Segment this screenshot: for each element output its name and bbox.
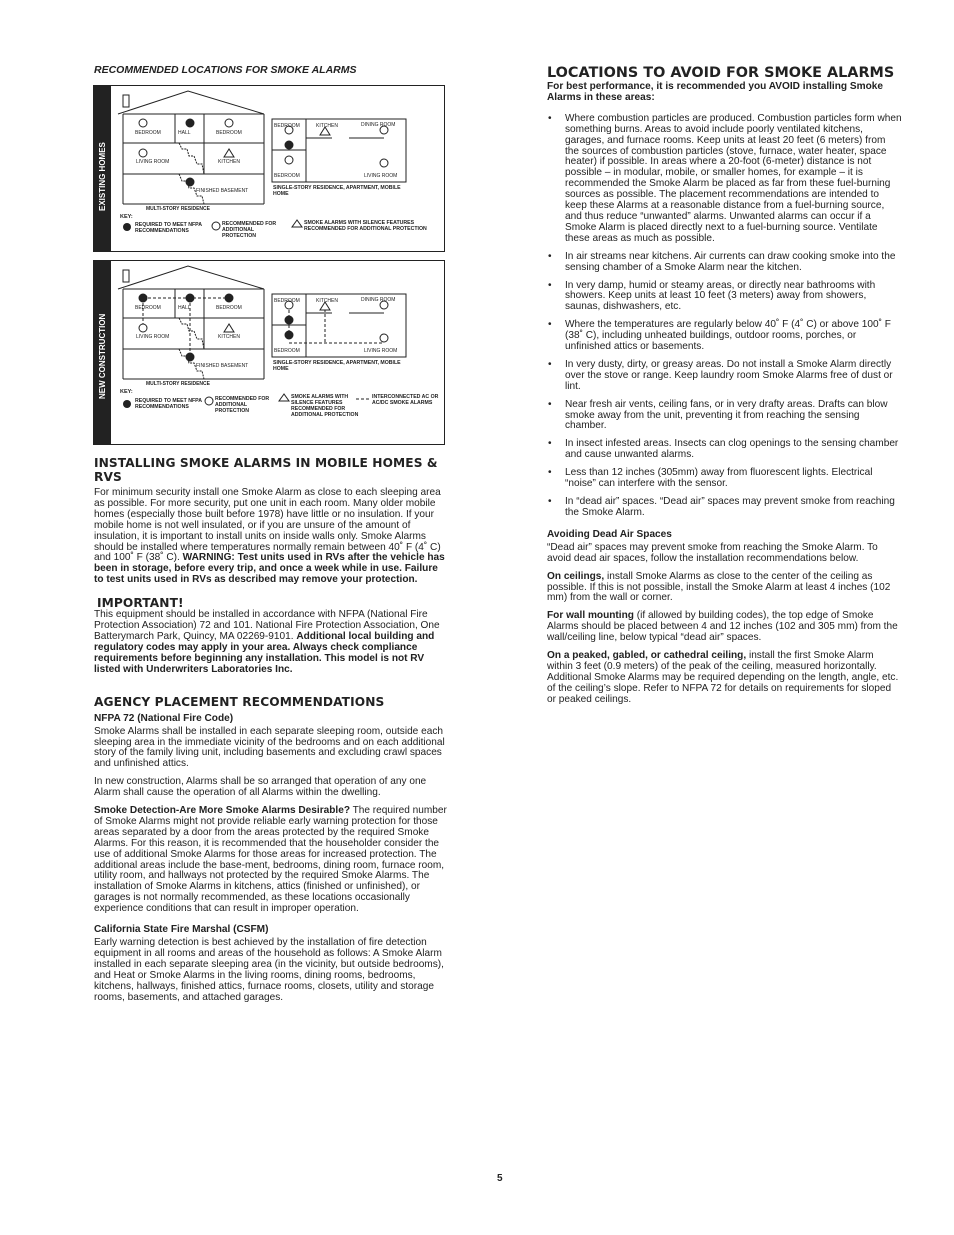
nfpa-paragraph-2: In new construction, Alarms shall be so arranged that operation of any one Alarm shall cause the operation of all Alarms within the dwelling.: [94, 776, 427, 799]
peaked-text: install the first Smoke Alarm within 3 feet (0.9 meters) of the peak of the ceiling, measured horizontally. Additional Smoke Alarms may be required depending on the length, angle, etc. of the ceiling’s slope. Refer to NFPA 72 for details on requirements for sloped or peaked ceilings.: [547, 650, 899, 705]
peaked-paragraph: [547, 651, 902, 706]
list-item: • In air streams near kitchens. Air currents can draw cooking smoke into the sensing chamber of a Smoke Alarm near the kitchen.: [547, 252, 902, 274]
peaked-heading: On a peaked, gabled, or cathedral ceiling,: [547, 650, 747, 662]
key-label: KEY:: [120, 389, 133, 395]
single-caption: SINGLE-STORY RESIDENCE, APARTMENT, MOBILE HOME: [273, 360, 401, 372]
list-item: • In very damp, humid or steamy areas, or directly near bathrooms with showers. Keep units at least 10 feet (3 meters) away from showers, saunas, dishwashers, etc.: [547, 281, 902, 314]
mobile-body: [94, 488, 448, 586]
key-label: KEY:: [120, 214, 133, 220]
room-label: HALL: [178, 130, 191, 136]
avoid-title: LOCATIONS TO AVOID FOR SMOKE ALARMS: [547, 65, 895, 81]
mobile-warning: WARNING: Test units used in RVs after the vehicle has been in storage, before every trip, and once a week while in use. Failure to test units used in RVs as described may remove your protection.: [94, 552, 445, 586]
room-label: KITCHEN: [218, 334, 240, 340]
diagram-new-construction: [93, 260, 445, 445]
list-item: • In insect infested areas. Insects can clog openings to the sensing chamber and cause unwanted alarms.: [547, 439, 902, 461]
room-label: FINISHED BASEMENT: [196, 363, 249, 369]
room-label: BEDROOM: [274, 173, 300, 179]
mobile-body-text: For minimum security install one Smoke Alarm as close to each sleeping area as possible. For more security, put one unit in each room. Many older mobile homes (especially those built before 1978) have little or no insulation. If your mobile home is not well insulated, or if you are unsure of the amount of insulation, it is important to install units on inside walls only. Smoke Alarms should be installed where temperatures normally remain between 40˚ F (4˚ C) and 100˚ F (38˚ C).: [94, 487, 441, 564]
multi-caption: MULTI-STORY RESIDENCE: [146, 381, 210, 387]
dead-air-paragraph: “Dead air” spaces may prevent smoke from reaching the Smoke Alarm. To avoid dead air spaces, follow the installation recommendations below.: [547, 541, 878, 564]
list-item: • Near fresh air vents, ceiling fans, or in very drafty areas. Drafts can blow smoke away from the unit, preventing it from reaching the sensing chamber.: [547, 400, 902, 433]
key-recommended: RECOMMENDED FOR ADDITIONAL PROTECTION: [222, 221, 277, 239]
nfpa-paragraph-1: Smoke Alarms shall be installed in each separate sleeping room, outside each sleeping area in the immediate vicinity of the bedrooms and on each additional story of the family living unit, including basements and excluding crawl spaces and unfinished attics.: [94, 725, 445, 770]
important-body: [94, 610, 448, 675]
avoid-intro: For best performance, it is recommended you AVOID installing Smoke Alarms in these areas:: [547, 81, 883, 103]
page-number: 5: [497, 1173, 503, 1184]
existing-side-label: EXISTING HOMES: [98, 142, 107, 211]
room-label: LIVING ROOM: [364, 348, 398, 354]
nfpa-title: NFPA 72 (National Fire Code): [94, 712, 234, 724]
room-label: DINING ROOM: [361, 122, 396, 128]
room-label: BEDROOM: [216, 305, 242, 311]
room-label: BEDROOM: [274, 298, 300, 304]
agency-title: AGENCY PLACEMENT RECOMMENDATIONS: [94, 694, 385, 709]
list-item: • In very dusty, dirty, or greasy areas. Do not install a Smoke Alarm directly over the stove or range. Keep laundry room Smoke Alarms free of dust or lint.: [547, 360, 902, 393]
wall-paragraph: [547, 611, 902, 644]
room-label: FINISHED BASEMENT: [196, 188, 249, 194]
room-label: LIVING ROOM: [364, 173, 398, 179]
room-label: LIVING ROOM: [136, 334, 170, 340]
dead-air-title: Avoiding Dead Air Spaces: [547, 528, 672, 540]
desirable-heading: Smoke Detection-Are More Smoke Alarms Desirable?: [94, 805, 350, 817]
key-silence: SMOKE ALARMS WITH SILENCE FEATURES RECOMMENDED FOR ADDITIONAL PROTECTION: [291, 394, 359, 418]
key-silence: SMOKE ALARMS WITH SILENCE FEATURES RECOMMENDED FOR ADDITIONAL PROTECTION: [304, 220, 427, 232]
key-required: REQUIRED TO MEET NFPA RECOMMENDATIONS: [135, 398, 202, 410]
wall-heading: For wall mounting: [547, 610, 634, 622]
important-body-text: This equipment should be installed in accordance with NFPA (National Fire Protection Association) 72 and 101. National Fire Protection Association, One Batterymarch Park, Quincy, MA 02269-9101.: [94, 609, 440, 642]
csfm-paragraph: Early warning detection is best achieved by the installation of fire detection equipment in all rooms and areas of the household as follows: A Smoke Alarm installed in each separate sleeping area (in the vicinity, but outside bedrooms), and Heat or Smoke Alarms in the living rooms, dining rooms, bedrooms, kitchens, hallways, finished attics, furnace rooms, closets, utility and storage rooms, basements, and attached garages.: [94, 937, 444, 1003]
wall-text: (if allowed by building codes), the top edge of Smoke Alarms should be placed between 4 and 12 inches (102 and 305 mm) from the wall/ceiling line, below typical “dead air” spaces.: [547, 610, 898, 644]
room-label: BEDROOM: [135, 305, 161, 311]
room-label: BEDROOM: [135, 130, 161, 136]
new-side-label: NEW CONSTRUCTION: [98, 313, 107, 399]
key-interconnected: INTERCONNECTED AC OR AC/DC SMOKE ALARMS: [372, 394, 439, 406]
room-label: BEDROOM: [274, 348, 300, 354]
ceilings-heading: On ceilings,: [547, 570, 605, 582]
room-label: KITCHEN: [316, 123, 338, 129]
mobile-section: [94, 456, 448, 1011]
avoid-list: [547, 114, 902, 519]
multi-caption: MULTI-STORY RESIDENCE: [146, 206, 210, 212]
csfm-title: California State Fire Marshal (CSFM): [94, 924, 269, 936]
ceilings-text: install Smoke Alarms as close to the center of the ceiling as possible. If this is not possible, install the Smoke Alarm at least 4 inches (102 mm) from the wall or corner.: [547, 570, 891, 604]
room-label: DINING ROOM: [361, 297, 396, 303]
list-item: • Less than 12 inches (305mm) away from fluorescent lights. Electrical “noise” can interfere with the sensor.: [547, 468, 902, 490]
single-caption: SINGLE-STORY RESIDENCE, APARTMENT, MOBILE HOME: [273, 185, 401, 197]
desirable-paragraph: [94, 806, 448, 915]
room-label: KITCHEN: [316, 298, 338, 304]
figure-title: RECOMMENDED LOCATIONS FOR SMOKE ALARMS: [94, 64, 357, 76]
room-label: KITCHEN: [218, 159, 240, 165]
key-recommended: RECOMMENDED FOR ADDITIONAL PROTECTION: [215, 396, 270, 414]
desirable-text: The required number of Smoke Alarms might not provide reliable early warning protection for those areas separated by a door from the areas protected by the required Smoke Alarms. For this reason, it is recommended that the householder consider the use of additional Smoke Alarms for those areas for increased protection. The additional areas include the base-ment, bedrooms, dining room, furnace room, utility room, and hallways not protected by the required Smoke Alarms. The installation of Smoke Alarms in kitchens, attics (finished or unfinished), or garages is not normally recommended, as these locations occasionally experience conditions that can result in improper operation.: [94, 805, 447, 915]
room-label: BEDROOM: [274, 123, 300, 129]
room-label: HALL: [178, 305, 191, 311]
diagram-existing-homes: [93, 85, 445, 252]
important-bold-text: Additional local building and regulatory codes may apply in your area. Always check compliance requirements before beginning any installation. This model is not RV listed with Underwriters Laboratories Inc.: [94, 630, 435, 675]
key-required: REQUIRED TO MEET NFPA RECOMMENDATIONS: [135, 222, 202, 234]
mobile-title: INSTALLING SMOKE ALARMS IN MOBILE HOMES & RVS: [94, 456, 438, 484]
list-item: • In “dead air” spaces. “Dead air” spaces may prevent smoke from reaching the Smoke Alarm.: [547, 497, 902, 519]
list-item: • Where combustion particles are produced. Combustion particles form when something burns. Areas to avoid include poorly ventilated kitchens, garages, and furnace rooms. Keep units at least 20 feet (6 meters) from the sources of combustion particles (stove, furnace, water heater, space heater) if possible. In areas where a 20-foot (6-meter) distance is not possible – in modular, mobile, or smaller homes, for example – it is recommended the Smoke Alarm be placed as far from these fuel-burning sources as possible. The placement recommendations are intended to keep these Alarms at a reasonable distance from a fuel-burning source, and thus reduce “unwanted” alarms. Unwanted alarms can occur if a Smoke Alarm is placed directly next to a fuel-burning source. Ventilate these areas as much as possible.: [547, 114, 902, 245]
list-item: • Where the temperatures are regularly below 40˚ F (4˚ C) or above 100˚ F (38˚ C), including unheated buildings, outdoor rooms, porches, or unfinished attics or basements.: [547, 320, 902, 353]
avoid-section: [547, 65, 902, 713]
room-label: LIVING ROOM: [136, 159, 170, 165]
important-title: IMPORTANT!: [97, 596, 184, 611]
room-label: BEDROOM: [216, 130, 242, 136]
ceilings-paragraph: [547, 572, 902, 605]
